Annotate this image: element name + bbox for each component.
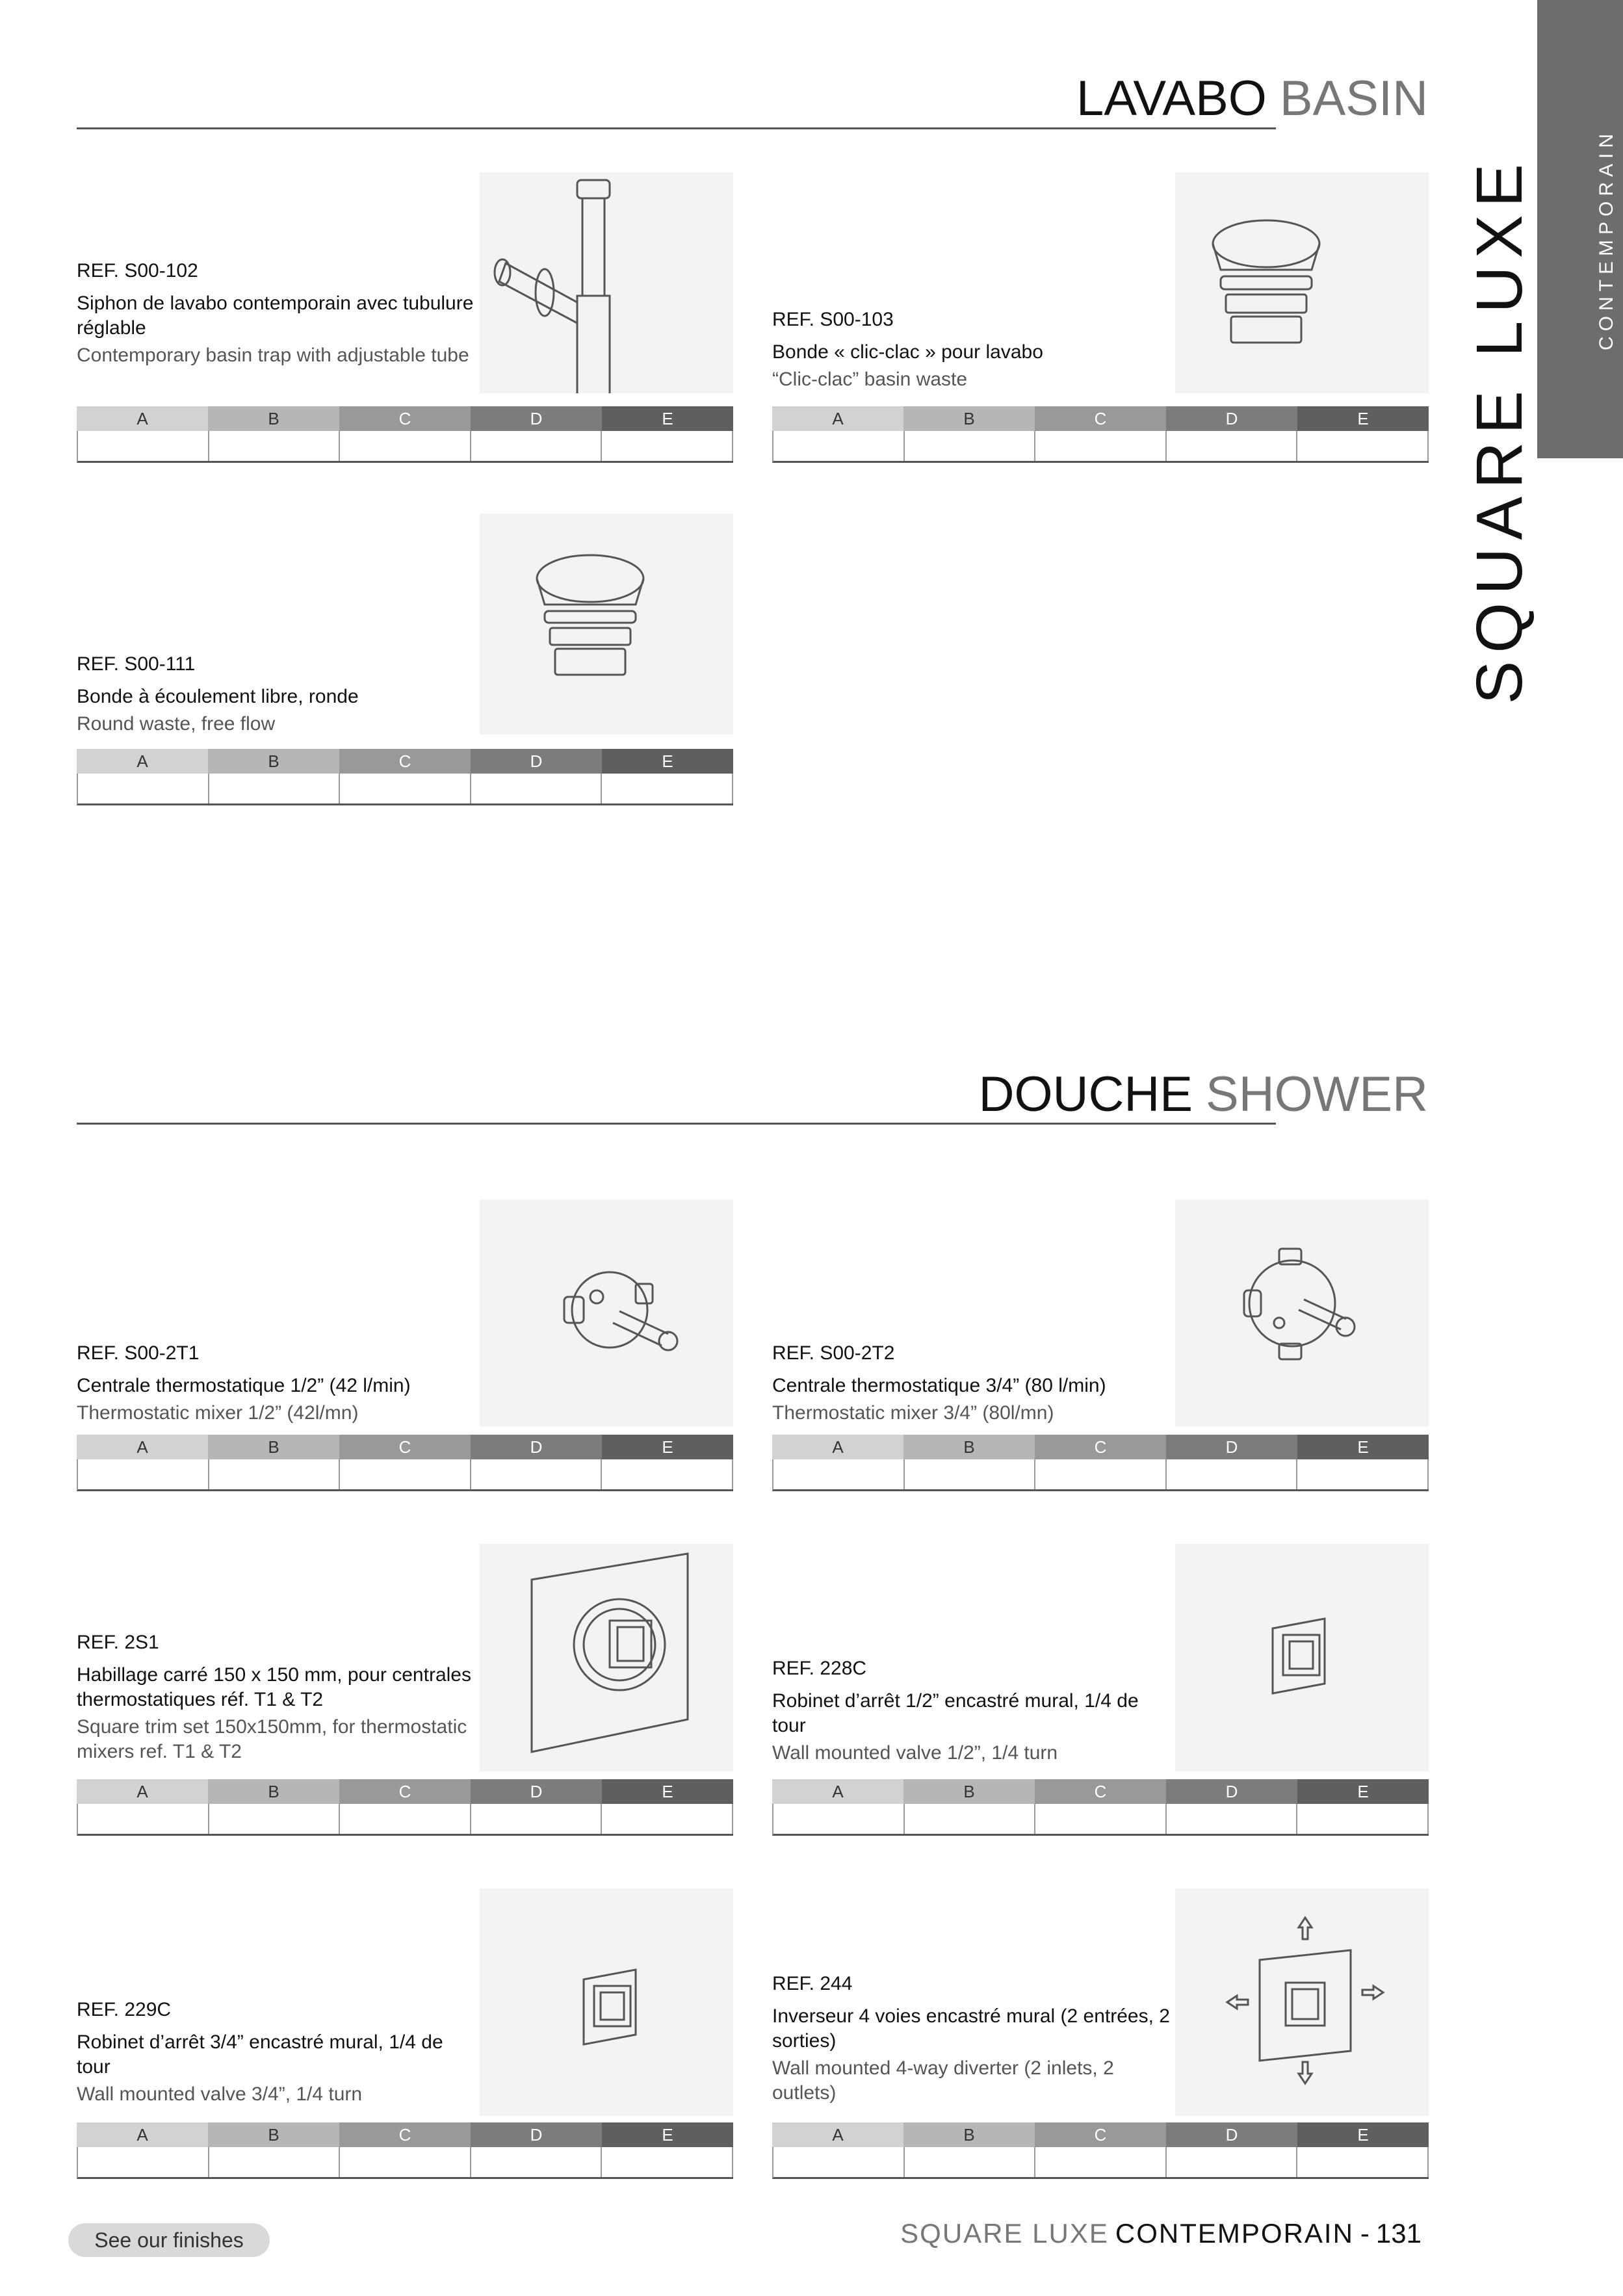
finish-value-row: [772, 2147, 1429, 2179]
finish-cell: [471, 1804, 603, 1834]
finish-table: [772, 1435, 1429, 1491]
product-s00-103: [772, 172, 1429, 465]
round-waste-icon: [480, 514, 733, 735]
finish-col-a: A: [77, 2122, 208, 2147]
finish-cell: [1167, 2147, 1298, 2177]
finish-cell: [773, 1459, 905, 1489]
finish-col-c: C: [339, 1435, 471, 1459]
section-divider: [77, 1123, 1276, 1125]
finish-cell: [602, 431, 733, 461]
finish-cell: [905, 431, 1036, 461]
finish-col-a: A: [772, 2122, 903, 2147]
basin-trap-icon: [480, 172, 733, 393]
finish-cell: [1167, 1804, 1298, 1834]
product-desc-fr: Habillage carré 150 x 150 mm, pour centrales thermostatiques réf. T1 & T2: [77, 1664, 471, 1710]
finish-cell: [209, 431, 341, 461]
finish-cell: [1297, 1804, 1429, 1834]
finish-cell: [340, 1459, 471, 1489]
diverter-icon: [1175, 1888, 1429, 2116]
finish-col-e: E: [1297, 1779, 1429, 1804]
finish-cell: [340, 2147, 471, 2177]
product-ref: REF. S00-103: [772, 309, 894, 330]
product-desc-fr: Robinet d’arrêt 1/2” encastré mural, 1/4 de tour: [772, 1690, 1139, 1736]
finish-table: [772, 2122, 1429, 2179]
finish-col-e: E: [602, 2122, 733, 2147]
finish-cell: [340, 431, 471, 461]
finish-col-b: B: [208, 1435, 339, 1459]
finish-col-d: D: [471, 1435, 602, 1459]
product-desc-fr: Siphon de lavabo contemporain avec tubulure réglable: [77, 293, 474, 339]
finish-cell: [1167, 431, 1298, 461]
finish-col-a: A: [772, 406, 903, 431]
finish-value-row: [77, 431, 733, 463]
finish-cell: [602, 774, 733, 803]
finish-col-d: D: [471, 2122, 602, 2147]
finish-col-b: B: [903, 1779, 1035, 1804]
finish-table: [77, 1779, 733, 1836]
finish-col-b: B: [903, 1435, 1035, 1459]
finish-cell: [602, 1804, 733, 1834]
finish-col-c: C: [1035, 1779, 1166, 1804]
finish-col-e: E: [1297, 1435, 1429, 1459]
product-229c: [77, 1888, 733, 2187]
finish-cell: [209, 1459, 341, 1489]
finish-col-e: E: [602, 406, 733, 431]
section-divider: [77, 127, 1276, 129]
wall-valve-icon: [1175, 1544, 1429, 1771]
finish-cell: [1035, 1804, 1167, 1834]
finish-cell: [471, 2147, 603, 2177]
finish-cell: [78, 774, 209, 803]
section-title-en: SHOWER: [1206, 1067, 1428, 1122]
finish-value-row: [77, 774, 733, 805]
product-desc-en: Wall mounted valve 1/2”, 1/4 turn: [772, 1742, 1058, 1764]
finish-col-d: D: [471, 406, 602, 431]
finish-col-a: A: [77, 749, 208, 774]
finish-cell: [78, 1459, 209, 1489]
product-desc-en: Wall mounted 4-way diverter (2 inlets, 2 outlets): [772, 2057, 1114, 2104]
finish-col-d: D: [471, 749, 602, 774]
product-s00-111: [77, 514, 733, 806]
product-ref: REF. S00-111: [77, 653, 196, 675]
product-desc-en: Round waste, free flow: [77, 713, 276, 735]
finish-cell: [209, 774, 341, 803]
finish-col-d: D: [1166, 1779, 1297, 1804]
footer-separator: -: [1360, 2218, 1370, 2249]
product-desc-fr: Robinet d’arrêt 3/4” encastré mural, 1/4 de tour: [77, 2031, 443, 2078]
product-desc-fr: Bonde à écoulement libre, ronde: [77, 686, 359, 707]
product-2s1: [77, 1544, 733, 1843]
finish-col-e: E: [602, 749, 733, 774]
finish-value-row: [772, 1804, 1429, 1836]
product-desc-fr: Centrale thermostatique 3/4” (80 l/min): [772, 1375, 1106, 1396]
thermostatic-mixer-icon: [480, 1199, 733, 1427]
finish-cell: [471, 1459, 603, 1489]
product-ref: REF. S00-102: [77, 260, 198, 281]
finish-col-c: C: [339, 1779, 471, 1804]
finish-col-a: A: [77, 1435, 208, 1459]
finish-cell: [78, 431, 209, 461]
finish-cell: [1297, 2147, 1429, 2177]
finish-col-b: B: [903, 2122, 1035, 2147]
finish-col-e: E: [1297, 2122, 1429, 2147]
product-ref: REF. 229C: [77, 1999, 172, 2020]
product-desc-fr: Centrale thermostatique 1/2” (42 l/min): [77, 1375, 411, 1396]
finish-table: [77, 1435, 733, 1491]
finish-col-b: B: [208, 406, 339, 431]
finish-col-a: A: [77, 406, 208, 431]
product-244: [772, 1888, 1429, 2187]
finish-col-e: E: [602, 1779, 733, 1804]
product-228c: [772, 1544, 1429, 1843]
product-desc-en: Wall mounted valve 3/4”, 1/4 turn: [77, 2083, 363, 2105]
section-title-shower: [979, 1066, 1428, 1123]
section-title-basin: [1076, 70, 1428, 127]
finish-col-a: A: [772, 1779, 903, 1804]
finish-col-e: E: [602, 1435, 733, 1459]
finish-cell: [905, 1804, 1036, 1834]
finish-cell: [602, 1459, 733, 1489]
finish-col-d: D: [1166, 2122, 1297, 2147]
finish-cell: [905, 1459, 1036, 1489]
section-title-fr: DOUCHE: [978, 1067, 1193, 1122]
footer-collection: SQUARE LUXE: [900, 2218, 1109, 2249]
product-ref: REF. 2S1: [77, 1632, 159, 1653]
collection-title: SQUARE LUXE: [1463, 156, 1536, 705]
product-desc-en: “Clic-clac” basin waste: [772, 369, 968, 390]
side-tab-label: CONTEMPORAIN: [1596, 129, 1617, 351]
finish-col-a: A: [772, 1435, 903, 1459]
finish-value-row: [77, 2147, 733, 2179]
finish-cell: [209, 1804, 341, 1834]
finish-cell: [1297, 1459, 1429, 1489]
product-desc-en: Square trim set 150x150mm, for thermostatic mixers ref. T1 & T2: [77, 1716, 467, 1762]
finish-col-a: A: [77, 1779, 208, 1804]
finish-col-d: D: [471, 1779, 602, 1804]
wall-valve-icon: [480, 1888, 733, 2116]
finish-col-e: E: [1297, 406, 1429, 431]
finish-col-c: C: [339, 406, 471, 431]
finish-col-b: B: [208, 1779, 339, 1804]
thermostatic-mixer-icon: [1175, 1199, 1429, 1427]
finish-cell: [209, 2147, 341, 2177]
finish-cell: [78, 1804, 209, 1834]
finish-cell: [773, 431, 905, 461]
finish-value-row: [772, 1459, 1429, 1491]
product-ref: REF. S00-2T2: [772, 1342, 895, 1364]
trim-plate-icon: [480, 1544, 733, 1771]
page-number: 131: [1375, 2218, 1422, 2249]
basin-waste-icon: [1175, 172, 1429, 393]
finish-cell: [1035, 1459, 1167, 1489]
product-ref: REF. 228C: [772, 1658, 867, 1679]
product-desc-en: Contemporary basin trap with adjustable tube: [77, 345, 469, 366]
see-finishes-button[interactable]: See our finishes: [68, 2223, 270, 2257]
finish-cell: [78, 2147, 209, 2177]
product-ref: REF. S00-2T1: [77, 1342, 200, 1364]
finish-col-c: C: [1035, 1435, 1166, 1459]
finish-cell: [773, 1804, 905, 1834]
product-ref: REF. 244: [772, 1973, 853, 1994]
finish-table: [772, 1779, 1429, 1836]
product-desc-en: Thermostatic mixer 3/4” (80l/mn): [772, 1402, 1054, 1424]
product-s00-2t1: [77, 1199, 733, 1498]
finish-value-row: [772, 431, 1429, 463]
finish-cell: [905, 2147, 1036, 2177]
finish-col-b: B: [903, 406, 1035, 431]
finish-col-c: C: [339, 2122, 471, 2147]
finish-col-d: D: [1166, 1435, 1297, 1459]
finish-table: [77, 749, 733, 805]
finish-cell: [1035, 431, 1167, 461]
page-footer: [900, 2218, 1422, 2249]
finish-cell: [340, 1804, 471, 1834]
finish-table: [772, 406, 1429, 463]
finish-col-d: D: [1166, 406, 1297, 431]
finish-col-c: C: [1035, 406, 1166, 431]
finish-table: [77, 406, 733, 463]
finish-value-row: [77, 1459, 733, 1491]
product-desc-fr: Inverseur 4 voies encastré mural (2 entrées, 2 sorties): [772, 2005, 1170, 2052]
finish-cell: [471, 774, 603, 803]
section-title-fr: LAVABO: [1076, 71, 1267, 126]
finish-col-c: C: [339, 749, 471, 774]
product-s00-102: [77, 172, 733, 465]
finish-cell: [602, 2147, 733, 2177]
finish-value-row: [77, 1804, 733, 1836]
finish-cell: [340, 774, 471, 803]
finish-cell: [471, 431, 603, 461]
product-desc-en: Thermostatic mixer 1/2” (42l/mn): [77, 1402, 359, 1424]
footer-category: CONTEMPORAIN: [1115, 2218, 1354, 2249]
finish-col-c: C: [1035, 2122, 1166, 2147]
finish-cell: [773, 2147, 905, 2177]
finish-table: [77, 2122, 733, 2179]
product-s00-2t2: [772, 1199, 1429, 1498]
product-desc-fr: Bonde « clic-clac » pour lavabo: [772, 341, 1043, 363]
finish-cell: [1167, 1459, 1298, 1489]
finish-col-b: B: [208, 2122, 339, 2147]
section-title-en: BASIN: [1279, 71, 1428, 126]
finish-cell: [1035, 2147, 1167, 2177]
finish-col-b: B: [208, 749, 339, 774]
finish-cell: [1297, 431, 1429, 461]
